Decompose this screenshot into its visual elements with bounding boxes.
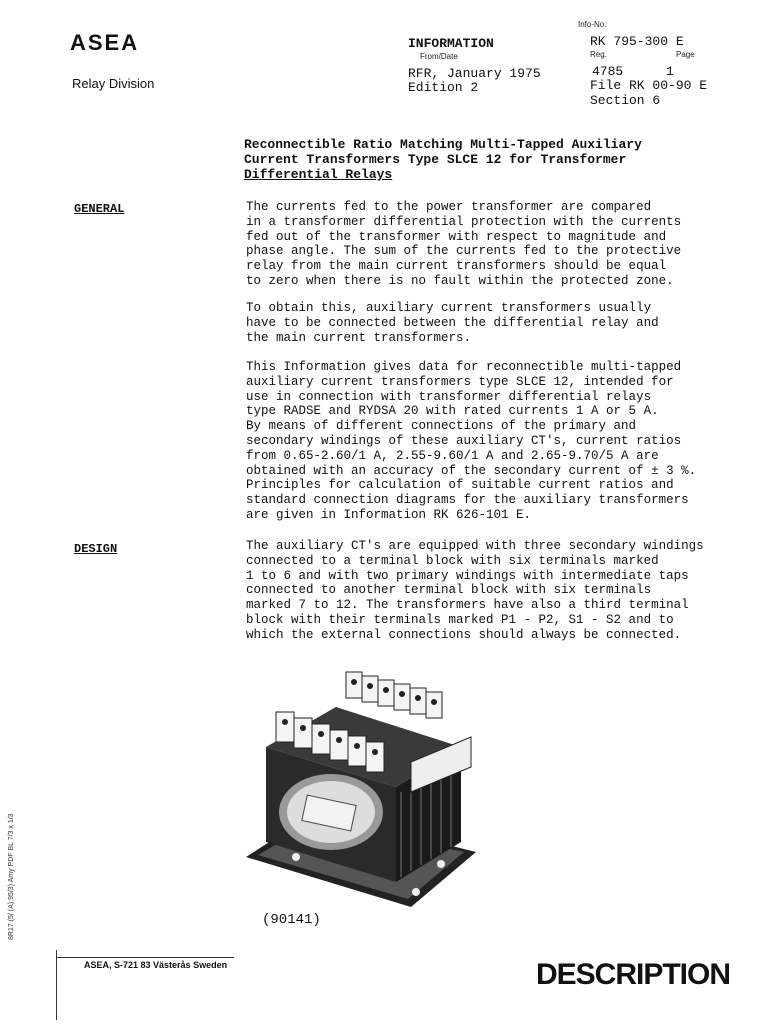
side-print-code-text: 8R17 (5/ (A) 95/3) Amy PDF BL 7/3 x 1/3 — [8, 813, 15, 940]
from-date: RFR, January 1975 — [408, 66, 541, 81]
company-logo: ASEA — [70, 30, 140, 55]
section-ref: Section 6 — [590, 93, 661, 108]
company-address: ASEA, S-721 83 Västerås Sweden — [84, 960, 228, 970]
info-no-label: Info-No. — [578, 20, 607, 29]
footer-divider-horizontal — [56, 957, 234, 958]
general-heading: GENERAL — [74, 202, 125, 216]
figure-caption: (90141) — [262, 912, 321, 928]
file-ref: File RK 00-90 E — [590, 78, 708, 93]
document-category: DESCRIPTION — [536, 958, 731, 991]
info-no-value: RK 795-300 E — [590, 34, 684, 49]
division-name: Relay Division — [72, 76, 155, 91]
general-paragraph-1: The currents fed to the power transformer are compared in a transformer differential protection with the currents fed out of the transformer with respect to magnitude and phase angle. The sum of the currents fed to the protective relay from the main current transformers should be equal to zero when there is no fault within the protected zone. — [246, 200, 682, 288]
footer-divider-vertical — [56, 950, 57, 1020]
doc-type: INFORMATION — [408, 36, 494, 51]
reg-value: 4785 — [592, 64, 624, 79]
page-value: 1 — [666, 64, 674, 79]
edition: Edition 2 — [408, 80, 479, 95]
general-paragraph-2: To obtain this, auxiliary current transformers usually have to be connected between the differential relay and the main current transformers. — [246, 301, 659, 345]
title-line-2: Current Transformers Type SLCE 12 for Transformer — [244, 152, 627, 167]
design-heading: DESIGN — [74, 542, 118, 556]
transformer-photo — [236, 652, 486, 912]
document-title — [244, 137, 642, 182]
from-date-label: From/Date — [420, 52, 458, 61]
reg-label: Reg. — [590, 50, 607, 59]
design-paragraph-1: The auxiliary CT's are equipped with three secondary windings connected to a terminal block with six terminals marked 1 to 6 and with two primary windings with intermediate taps connected to another terminal block with six terminals marked 7 to 12. The transformers have also a third terminal block with their terminals marked P1 - P2, S1 - S2 and to which the external connections should always be connected. — [246, 539, 704, 642]
transformer-illustration — [246, 672, 476, 907]
title-line-3: Differential Relays — [244, 167, 393, 182]
page-label: Page — [676, 50, 695, 59]
side-print-code — [8, 740, 28, 940]
general-paragraph-3: This Information gives data for reconnectible multi-tapped auxiliary current transformers type SLCE 12, intended for use in connection with transformer differential relays type RADSE and RYDSA 20 with rated currents 1 A or 5 A. By means of different connections of the primary and secondary windings of these auxiliary CT's, current ratios from 0.65-2.60/1 A, 2.55-9.60/1 A and 2.65-9.70/5 A are obtained with an accuracy of the secondary current of ± 3 %. Principles for calculation of suitable current ratios and standard connection diagrams for the auxiliary transformers are given in Information RK 626-101 E. — [246, 360, 697, 522]
title-line-1: Reconnectible Ratio Matching Multi-Tapped Auxiliary — [244, 137, 642, 152]
